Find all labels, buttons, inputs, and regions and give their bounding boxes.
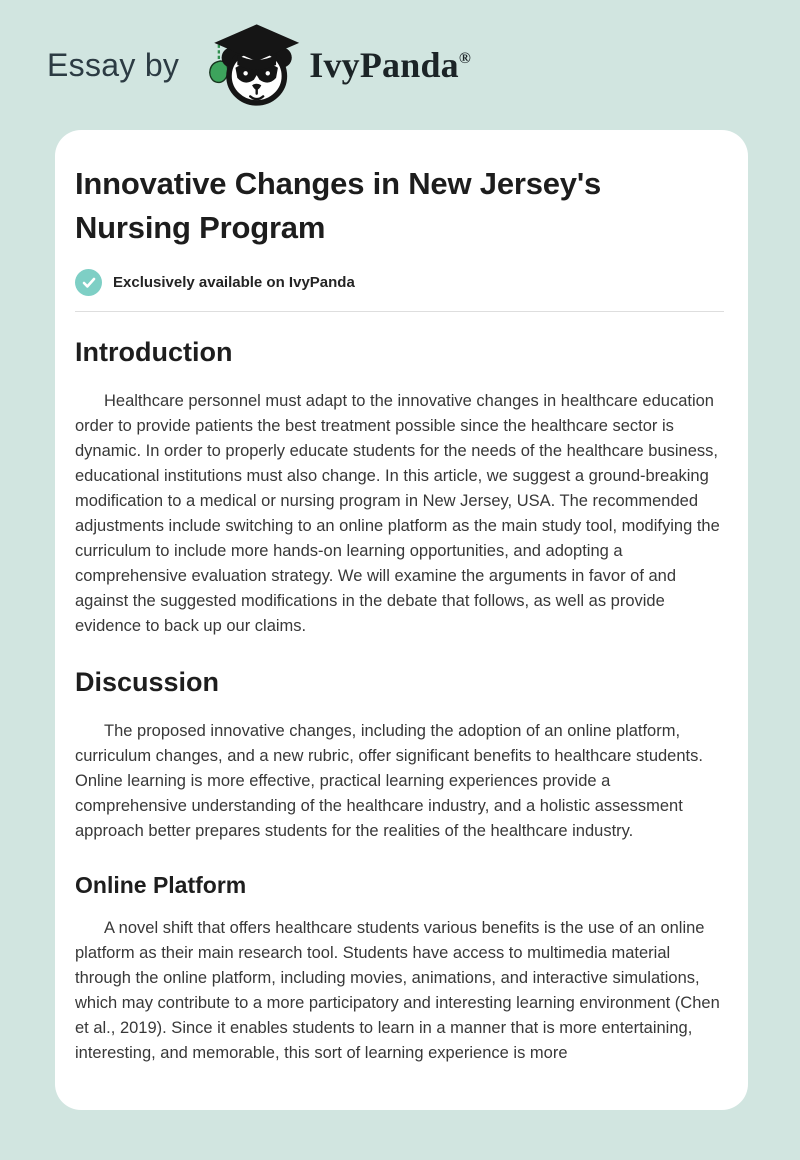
divider xyxy=(75,311,724,312)
registered-mark-icon: ® xyxy=(458,50,472,67)
paragraph-online-platform: A novel shift that offers healthcare students various benefits is the use of an online platform as their main research tool. Students have access to multimedia material through the online platform, including movies, animations, and interactive simulations, which may contribute to a more participatory and interesting learning environment (Chen et al., 2019). Since it enables students to learn in a manner that is more entertaining, interesting, and memorable, this sort of learning experience is more xyxy=(75,919,720,1062)
paragraph-introduction: Healthcare personnel must adapt to the innovative changes in healthcare education order to provide patients the best treatment possible since the healthcare sector is dynamic. In order to properly educate students for the needs of the healthcare business, educational institutions must also change. In this article, we suggest a ground-breaking modification to a medical or nursing program in New Jersey, USA. The recommended adjustments include switching to an online platform as the main study tool, modifying the curriculum to include more hands-on learning opportunities, and adopting a comprehensive evaluation strategy. We will examine the arguments in favor of and against the suggested modifications in the debate that follows, as well as provide evidence to back up our claims. xyxy=(75,392,720,635)
panda-graduate-logo-icon xyxy=(205,22,301,108)
paragraph-discussion: The proposed innovative changes, including the adoption of an online platform, curriculum changes, and a new rubric, offer significant benefits to healthcare students. Online learning is more effective, practical learning experiences provide a comprehensive understanding of the healthcare industry, and a holistic assessment approach better prepares students for the realities of the healthcare industry. xyxy=(75,722,703,840)
exclusive-badge-label: Exclusively available on IvyPanda xyxy=(113,274,355,291)
section-heading-introduction: Introduction xyxy=(75,337,233,367)
brand-wordmark xyxy=(309,44,471,86)
section-heading-online-platform: Online Platform xyxy=(75,872,247,898)
section-heading-discussion: Discussion xyxy=(75,667,220,697)
brand-name: IvyPanda xyxy=(309,45,459,85)
exclusive-badge xyxy=(75,269,724,296)
essay-by-label: Essay by xyxy=(47,46,180,83)
check-icon xyxy=(75,269,102,296)
brand-link[interactable] xyxy=(205,22,471,108)
section-discussion xyxy=(75,665,724,844)
section-online-platform xyxy=(75,870,724,1066)
essay-title: Innovative Changes in New Jersey's Nursing Program xyxy=(75,166,602,245)
page-header xyxy=(0,0,800,130)
essay-card xyxy=(55,130,748,1110)
section-introduction xyxy=(75,335,724,639)
